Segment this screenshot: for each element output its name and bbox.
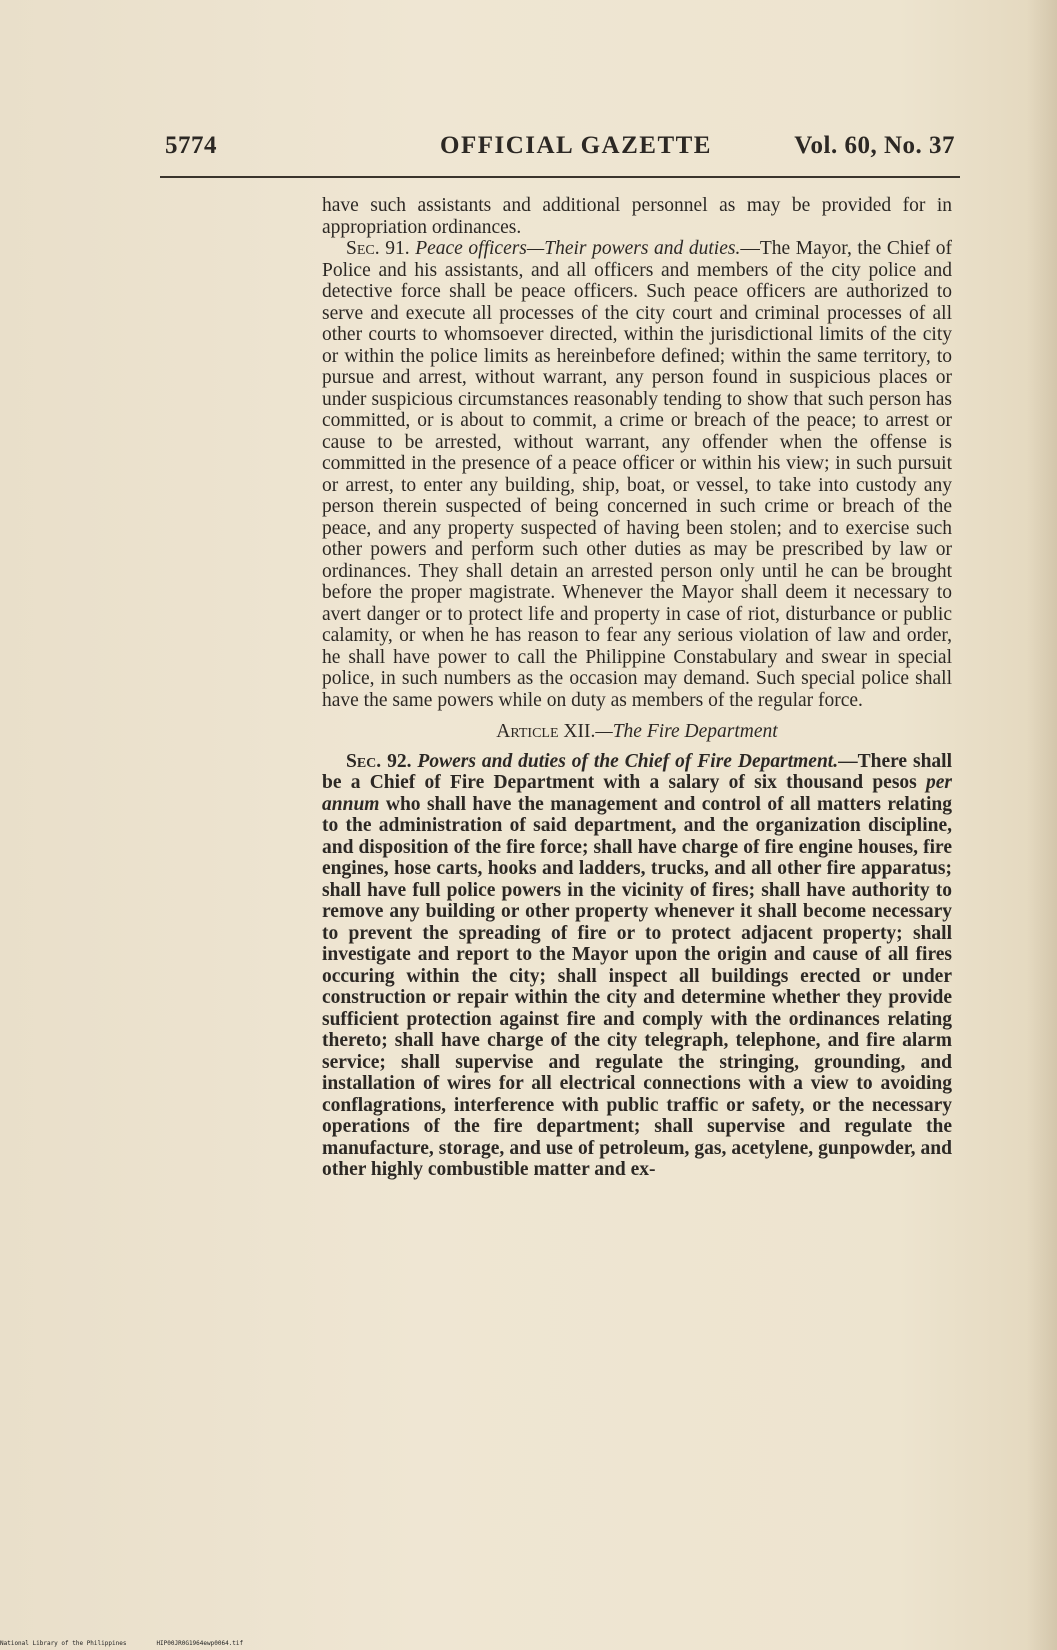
publication-title: OFFICIAL GAZETTE (440, 132, 712, 159)
section-91 (322, 238, 952, 711)
section-91-label: Sec. 91. (346, 238, 410, 259)
section-91-text: —The Mayor, the Chief of Police and his assistants, and all officers and members of the city police and detective force shall be peace officers. Such peace officers are authorized to serve and execute all processes of the city court and criminal processes of all other courts to whomsoever directed, within the jurisdictional limits of the city or within the police limits as hereinbefore defined; within the same territory, to pursue and arrest, without warrant, any person found in suspicious places or under suspicious circumstances reasonably tending to show that such person has committed, or is about to commit, a crime or breach of the peace; to arrest or cause to be arrested, without warrant, any offender when the offense is committed in the presence of a peace officer or within his view; in such pursuit or arrest, to enter any building, ship, boat, or vessel, to take into custody any person therein suspected of being concerned in such crime or breach of the peace, and any property suspected of having been stolen; and to exercise such other powers and perform such other duties as may be prescribed by law or ordinances. They shall detain an arrested person only until he can be brought before the proper magistrate. Whenever the Mayor shall deem it necessary to avert danger or to protect life and property in case of riot, disturbance or public calamity, or when he has reason to fear any serious violation of law and order, he shall have power to call the Philippine Constabulary and swear in special police, in such numbers as the occasion may demand. Such special police shall have the same powers while on duty as members of the regular force. (322, 238, 952, 711)
article-label: Article XII. (496, 721, 596, 742)
body-text-column (322, 195, 952, 1181)
page-edge-shadow (1027, 0, 1057, 1650)
continuation-text: have such assistants and additional personnel as may be provided for in appropriation ordinances. (322, 195, 952, 238)
running-head (165, 132, 955, 162)
continuation-paragraph (322, 195, 952, 238)
section-92-text-after: who shall have the management and control of all matters relating to the administration of said department, and the organization discipline, and disposition of the fire force; shall have charge of fire engine houses, fire engines, hose carts, hooks and ladders, trucks, and all other fire apparatus; shall have full police powers in the vicinity of fires; shall have authority to remove any building or other property whenever it shall become necessary to prevent the spreading of fire or to protect adjacent property; shall investigate and report to the Mayor upon the origin and cause of all fires occuring within the city; shall inspect all buildings erected or under construction or repair within the city and determine whether they provide sufficient protection against fire and comply with the ordinances relating thereto; shall have charge of the city telegraph, telephone, and fire alarm service; shall supervise and regulate the stringing, grounding, and installation of wires for all electrical connections with a view to avoiding conflagrations, interference with public traffic or safety, or the necessary operations of the fire department; shall supervise and regulate the manufacture, storage, and use of petroleum, gas, acetylene, gunpowder, and other highly combustible matter and ex- (322, 793, 952, 1180)
section-92-title: Powers and duties of the Chief of Fire Department. (417, 750, 839, 772)
section-92-emphasis: per annum (322, 772, 952, 815)
library-credit: National Library of the Philippines (0, 1640, 127, 1647)
section-92-label: Sec. 92. (346, 750, 412, 772)
section-92 (322, 751, 952, 1181)
scan-credit-footer (0, 1640, 243, 1647)
section-91-title: Peace officers—Their powers and duties. (415, 238, 741, 259)
volume-issue: Vol. 60, No. 37 (794, 132, 955, 159)
page-number: 5774 (165, 132, 217, 159)
section-92-text-before: —There shall be a Chief of Fire Department with a salary of six thousand pesos (322, 750, 953, 793)
article-heading (322, 721, 952, 743)
header-rule (160, 176, 960, 178)
scan-filename: HIP00JR0G1964ewp0064.tif (156, 1640, 244, 1647)
article-title: —The Fire Department (595, 721, 778, 742)
